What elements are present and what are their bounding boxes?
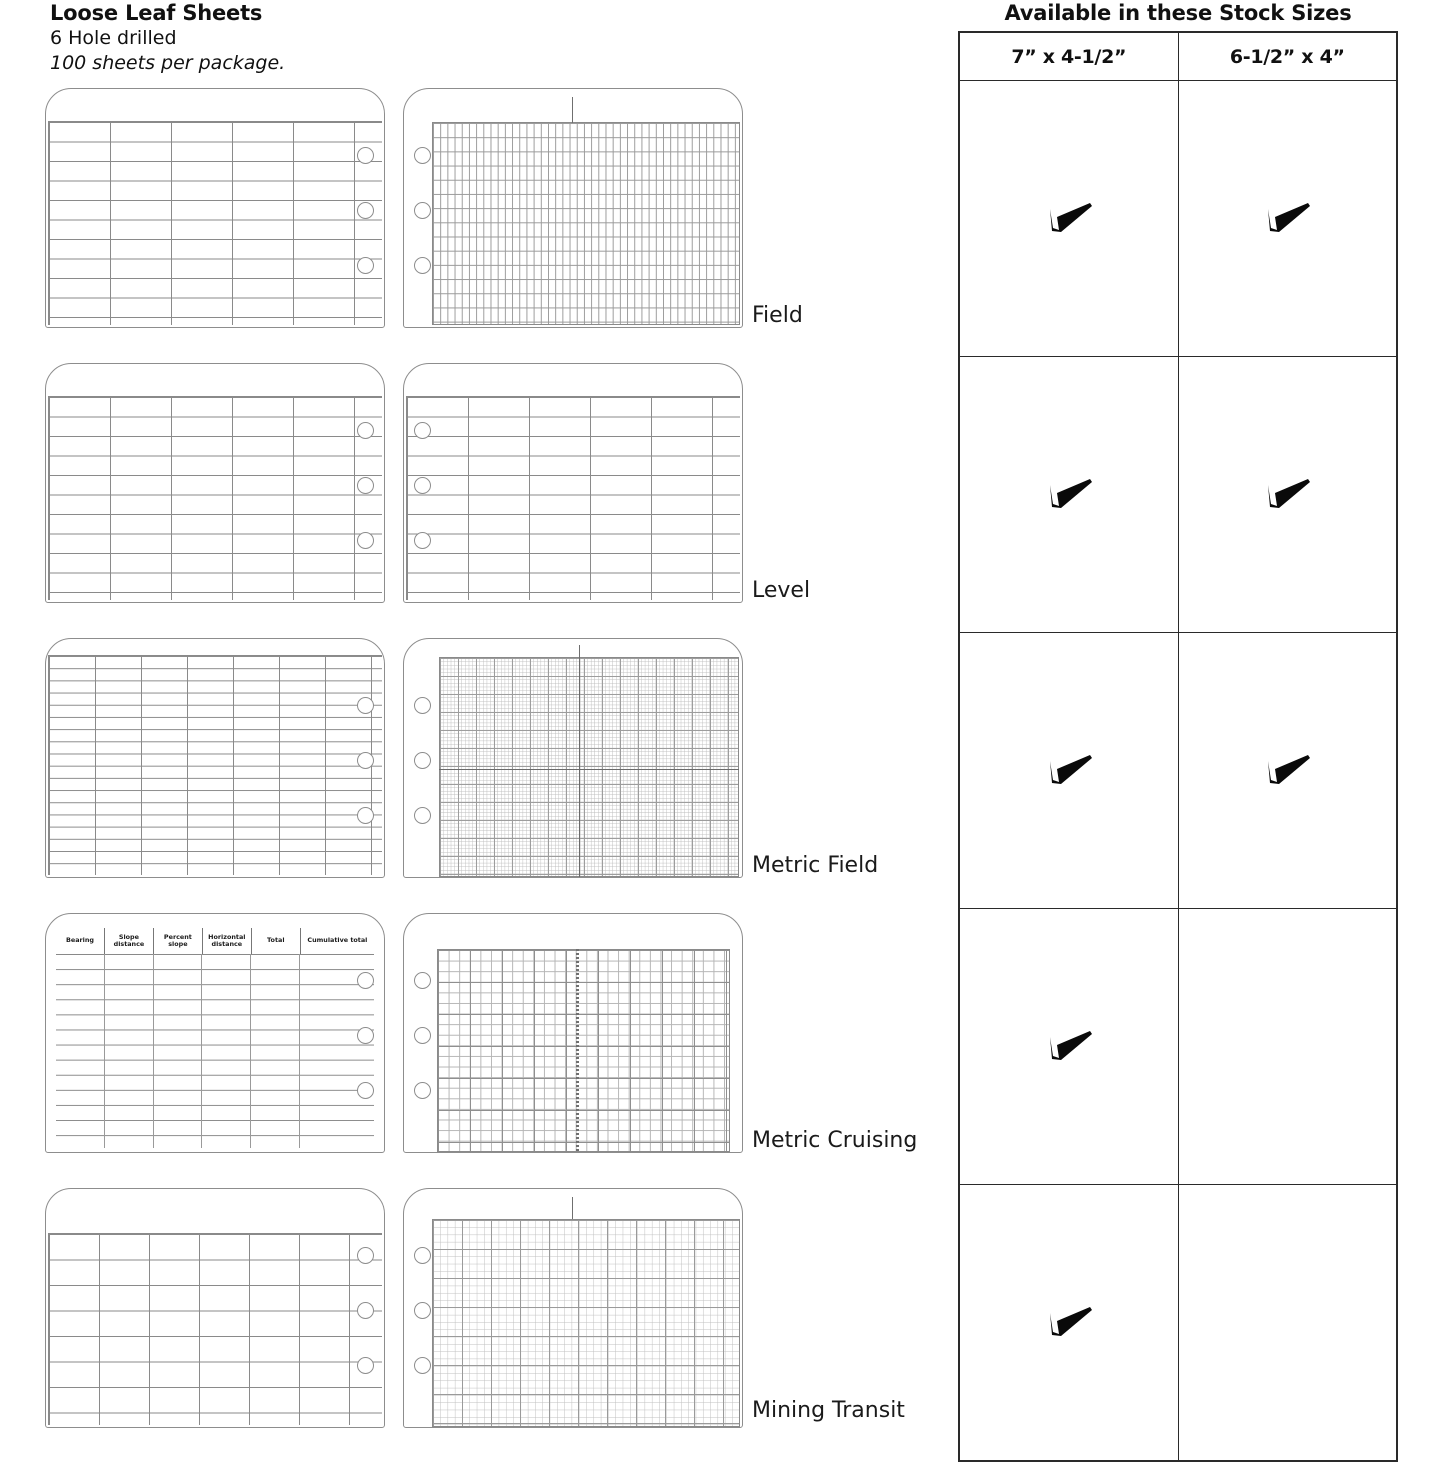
level-sheet-right	[403, 363, 743, 603]
table-row	[959, 633, 1397, 909]
crosshair-horizontal	[439, 769, 739, 770]
punch-hole-icon	[357, 1082, 374, 1099]
cruising-column-divider	[56, 954, 105, 1148]
crosshair-vertical	[579, 657, 580, 877]
sheet-row-label: Mining Transit	[752, 1398, 905, 1423]
punch-hole-icon	[357, 147, 374, 164]
availability-cell-metric-cruising-7x4-5[interactable]	[959, 909, 1178, 1185]
field-sheet-graph	[403, 88, 743, 328]
center-dashed-column	[576, 949, 579, 1152]
check-mark-icon	[1043, 471, 1095, 515]
heading-subline-package-count: 100 sheets per package.	[50, 52, 286, 74]
cruising-table-header-row	[56, 928, 374, 955]
punch-hole-icon	[357, 477, 374, 494]
level-sheet-left	[45, 363, 385, 603]
punch-hole-icon	[357, 532, 374, 549]
mining-graph-pattern	[432, 1219, 740, 1427]
metric-cruising-sheet-grid	[403, 913, 743, 1153]
stock-sizes-table	[958, 31, 1398, 1462]
punch-hole-icon	[414, 257, 431, 274]
punch-hole-icon	[414, 532, 431, 549]
availability-cell-metric-cruising-6-5x4[interactable]	[1178, 909, 1397, 1185]
punch-hole-icon	[414, 1247, 431, 1264]
sheet-row-level	[0, 363, 940, 611]
heading-subline-hole-drilled: 6 Hole drilled	[50, 27, 177, 49]
sheet-row-label: Level	[752, 578, 811, 603]
punch-hole-icon	[357, 752, 374, 769]
availability-cell-level-6-5x4[interactable]	[1178, 357, 1397, 633]
mining-transit-sheet-graph	[403, 1188, 743, 1428]
availability-cell-field-6-5x4[interactable]	[1178, 81, 1397, 357]
punch-hole-icon	[357, 1027, 374, 1044]
check-mark-icon	[1043, 1299, 1095, 1343]
center-tick-mark	[572, 97, 573, 123]
punch-hole-icon	[357, 1357, 374, 1374]
metric-field-sheet-ruled	[45, 638, 385, 878]
sheet-row-label: Metric Cruising	[752, 1128, 918, 1153]
center-tick-mark	[572, 1197, 573, 1219]
punch-hole-icon	[414, 422, 431, 439]
punch-hole-icon	[414, 807, 431, 824]
sheet-row-metric-field	[0, 638, 940, 886]
cruising-col-bearing: Bearing	[56, 928, 105, 954]
table-row	[959, 357, 1397, 633]
ruled-grid-pattern	[48, 121, 382, 325]
cruising-column-divider	[202, 954, 251, 1148]
cruising-col-percent-slope: Percent slope	[154, 928, 203, 954]
sheet-row-mining-transit	[0, 1188, 940, 1436]
cruising-col-cumulative-total: Cumulative total	[307, 936, 368, 945]
check-mark-icon	[1261, 747, 1313, 791]
cruising-col-slope-distance: Slope distance	[105, 928, 154, 954]
stock-size-column-2: 6-1/2” x 4”	[1178, 32, 1397, 81]
availability-cell-level-7x4-5[interactable]	[959, 357, 1178, 633]
field-sheet-ruled	[45, 88, 385, 328]
check-mark-icon	[1043, 195, 1095, 239]
check-mark-icon	[1043, 747, 1095, 791]
sheet-row-label: Field	[752, 303, 803, 328]
stock-table-body	[959, 81, 1397, 1462]
table-row	[959, 1185, 1397, 1462]
sheet-row-label: Metric Field	[752, 853, 879, 878]
punch-hole-icon	[357, 972, 374, 989]
punch-hole-icon	[414, 1357, 431, 1374]
dense-ruled-pattern	[48, 655, 382, 875]
punch-hole-icon	[414, 1027, 431, 1044]
check-mark-icon	[1261, 471, 1313, 515]
punch-hole-icon	[414, 697, 431, 714]
availability-cell-metric-field-6-5x4[interactable]	[1178, 633, 1397, 909]
field-graph-pattern	[432, 122, 740, 325]
cruising-column-divider	[251, 954, 300, 1148]
availability-cell-mining-transit-7x4-5[interactable]	[959, 1185, 1178, 1462]
punch-hole-icon	[357, 257, 374, 274]
metric-field-sheet-graph	[403, 638, 743, 878]
cruising-column-divider	[154, 954, 203, 1148]
stock-sizes-panel	[958, 0, 1398, 1462]
check-mark-icon	[1261, 195, 1313, 239]
page-title: Loose Leaf Sheets	[50, 1, 263, 25]
punch-hole-icon	[357, 1247, 374, 1264]
heading-block	[50, 0, 650, 76]
cruising-table	[56, 928, 374, 1148]
ruled-grid-pattern	[48, 1233, 382, 1425]
punch-hole-icon	[357, 422, 374, 439]
table-row	[959, 81, 1397, 357]
ruled-grid-pattern	[406, 396, 740, 600]
punch-hole-icon	[357, 807, 374, 824]
stock-sizes-title: Available in these Stock Sizes	[1004, 1, 1352, 25]
availability-cell-mining-transit-6-5x4[interactable]	[1178, 1185, 1397, 1462]
center-tick-mark	[579, 645, 580, 661]
check-mark-icon	[1043, 1023, 1095, 1067]
punch-hole-icon	[414, 147, 431, 164]
metric-cruising-sheet-table	[45, 913, 385, 1153]
sheet-row-metric-cruising	[0, 913, 940, 1161]
cruising-col-horizontal-distance: Horizontal distance	[203, 928, 252, 954]
cruising-col-total: Total	[252, 928, 301, 954]
availability-cell-metric-field-7x4-5[interactable]	[959, 633, 1178, 909]
punch-hole-icon	[414, 1082, 431, 1099]
punch-hole-icon	[357, 202, 374, 219]
stock-size-column-1: 7” x 4-1/2”	[959, 32, 1178, 81]
ruled-grid-pattern	[48, 396, 382, 600]
stock-table-header-row	[959, 32, 1397, 81]
mining-transit-sheet-ruled	[45, 1188, 385, 1428]
metric-graph-pattern	[439, 657, 739, 877]
punch-hole-icon	[357, 697, 374, 714]
punch-hole-icon	[414, 202, 431, 219]
availability-cell-field-7x4-5[interactable]	[959, 81, 1178, 357]
table-row	[959, 909, 1397, 1185]
cruising-table-column-rules	[56, 954, 374, 1148]
sheet-row-field	[0, 88, 940, 336]
punch-hole-icon	[357, 1302, 374, 1319]
punch-hole-icon	[414, 1302, 431, 1319]
cruising-grid-pattern	[437, 949, 730, 1152]
cruising-column-divider	[105, 954, 154, 1148]
punch-hole-icon	[414, 972, 431, 989]
punch-hole-icon	[414, 477, 431, 494]
punch-hole-icon	[414, 752, 431, 769]
